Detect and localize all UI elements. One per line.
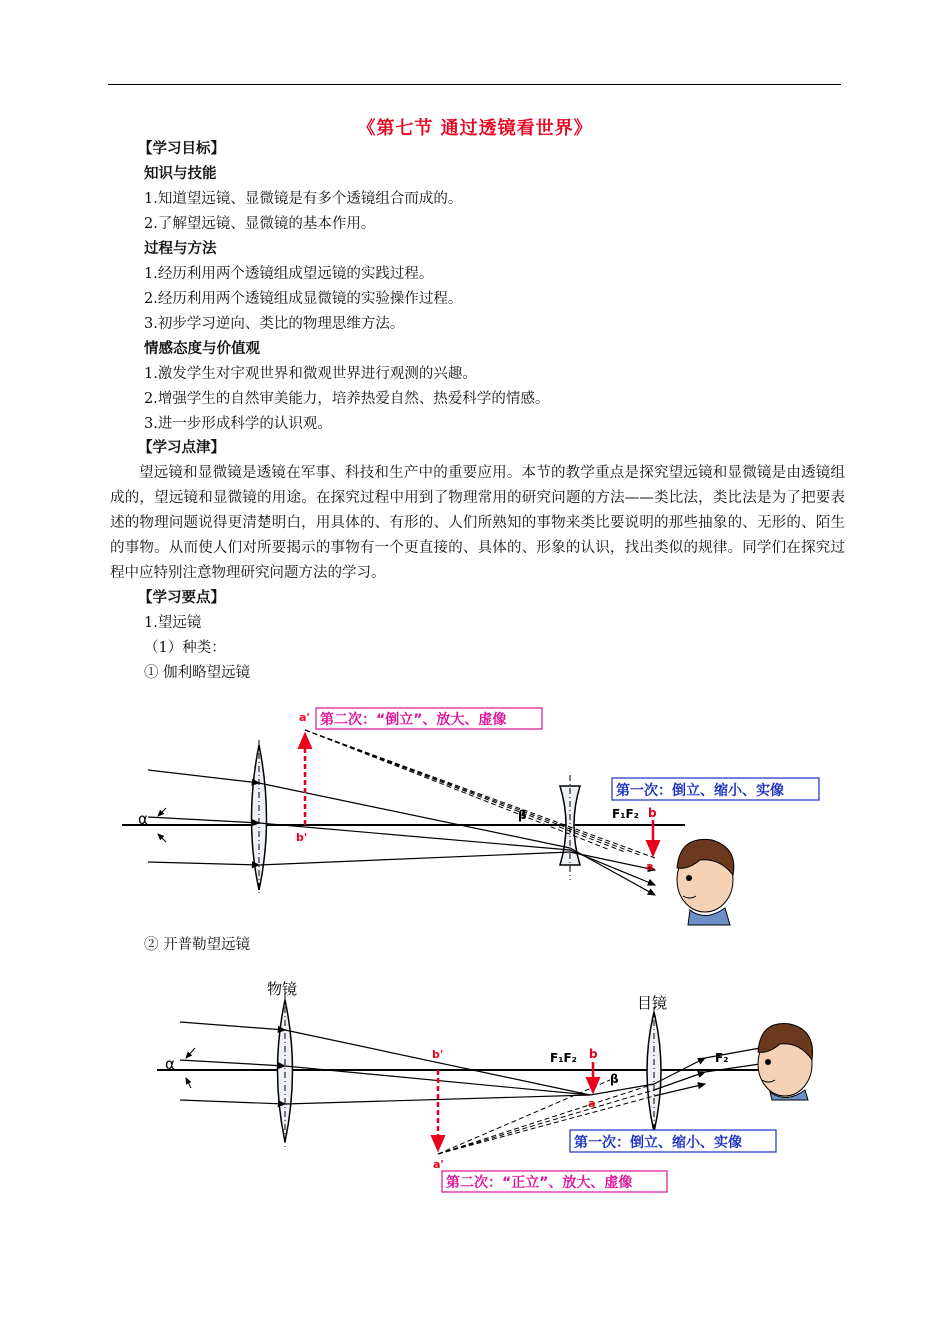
- first-image-label: 第一次：倒立、缩小、实像: [574, 1135, 742, 1151]
- a-label: a: [588, 1097, 596, 1110]
- incoming-ray: [148, 862, 259, 865]
- process-item: 2.经历利用两个透镜组成显微镜的实验操作过程。: [144, 291, 463, 307]
- outgoing-ray: [654, 1084, 705, 1096]
- process-item: 3.初步学习逆向、类比的物理思维方法。: [144, 316, 405, 332]
- galileo-diagram: [0, 700, 950, 930]
- incoming-ray: [180, 1022, 285, 1030]
- tips-paragraph: 望远镜和显微镜是透镜在军事、科技和生产中的重要应用。本节的教学重点是探究望远镜和显微镜是由透镜组成的，望远镜和显微镜的用途。在探究过程中用到了物理常用的研究问题的方法——类比法，类比法是为了把要表述的物理问题说得更清楚明白，用具体的、有形的、人们所熟知的事物来类比要说明的那些抽象的、无形的、陌生的事物。从而使人们对所要揭示的事物有一个更直接的、具体的、形象的认识，找出类似的规律。同学们在探究过程中应特别注意物理研究问题方法的学习。: [110, 465, 845, 581]
- objective-label: 物镜: [267, 980, 298, 998]
- second-image-label: 第二次：“倒立”、放大、虚像: [320, 712, 507, 728]
- types-label: （1）种类：: [144, 640, 226, 656]
- boy-face-icon: [677, 839, 734, 925]
- process-heading: 过程与方法: [144, 241, 217, 257]
- emotion-item: 1.激发学生对宇观世界和微观世界进行观测的兴趣。: [144, 366, 477, 382]
- key-heading: 【学习要点】: [138, 589, 225, 606]
- alpha-label: α: [165, 1055, 175, 1073]
- f1f2-label: F₁F₂: [550, 1051, 577, 1065]
- knowledge-heading: 知识与技能: [144, 166, 217, 182]
- f1f2-label: F₁F₂: [612, 807, 639, 821]
- ray: [259, 852, 570, 865]
- galileo-label: ① 伽利略望远镜: [144, 665, 251, 681]
- beta-label: β: [610, 1072, 619, 1086]
- telescope-heading: 1.望远镜: [144, 615, 202, 631]
- kepler-label: ② 开普勒望远镜: [144, 937, 251, 953]
- f2-label: F₂: [715, 1051, 729, 1065]
- a-label: a: [646, 860, 654, 873]
- tips-heading: 【学习点津】: [138, 439, 225, 456]
- ray: [285, 1030, 590, 1095]
- a-prime-label: a': [433, 1158, 444, 1171]
- incoming-ray: [180, 1100, 285, 1104]
- knowledge-item: 2.了解望远镜、显微镜的基本作用。: [144, 216, 376, 232]
- boy-face-icon: [758, 1024, 813, 1100]
- b-label: b: [648, 806, 657, 820]
- knowledge-item: 1.知道望远镜、显微镜是有多个透镜组合而成的。: [144, 191, 463, 207]
- emotion-item: 3.进一步形成科学的认识观。: [144, 416, 332, 432]
- beta-label: β: [518, 808, 527, 822]
- header-rule: [108, 84, 841, 85]
- alpha-label: α: [138, 810, 148, 828]
- b-label: b: [589, 1047, 598, 1061]
- page-title: 《第七节 通过透镜看世界》: [357, 118, 593, 139]
- eyepiece-label: 目镜: [637, 994, 668, 1012]
- b-prime-label: b': [432, 1048, 444, 1061]
- incoming-ray: [180, 1060, 285, 1066]
- emotion-heading: 情感态度与价值观: [144, 341, 260, 357]
- emotion-item: 2.增强学生的自然审美能力，培养热爱自然、热爱科学的情感。: [144, 391, 550, 407]
- incoming-ray: [148, 770, 259, 783]
- a-prime-label: a': [299, 711, 310, 724]
- goals-heading: 【学习目标】: [138, 140, 225, 157]
- second-image-label: 第二次：“正立”、放大、虚像: [446, 1175, 633, 1191]
- incoming-ray: [148, 817, 259, 823]
- kepler-diagram: [0, 972, 950, 1200]
- process-item: 1.经历利用两个透镜组成望远镜的实践过程。: [144, 266, 434, 282]
- first-image-label: 第一次：倒立、缩小、实像: [616, 783, 784, 799]
- b-prime-label: b': [296, 831, 308, 844]
